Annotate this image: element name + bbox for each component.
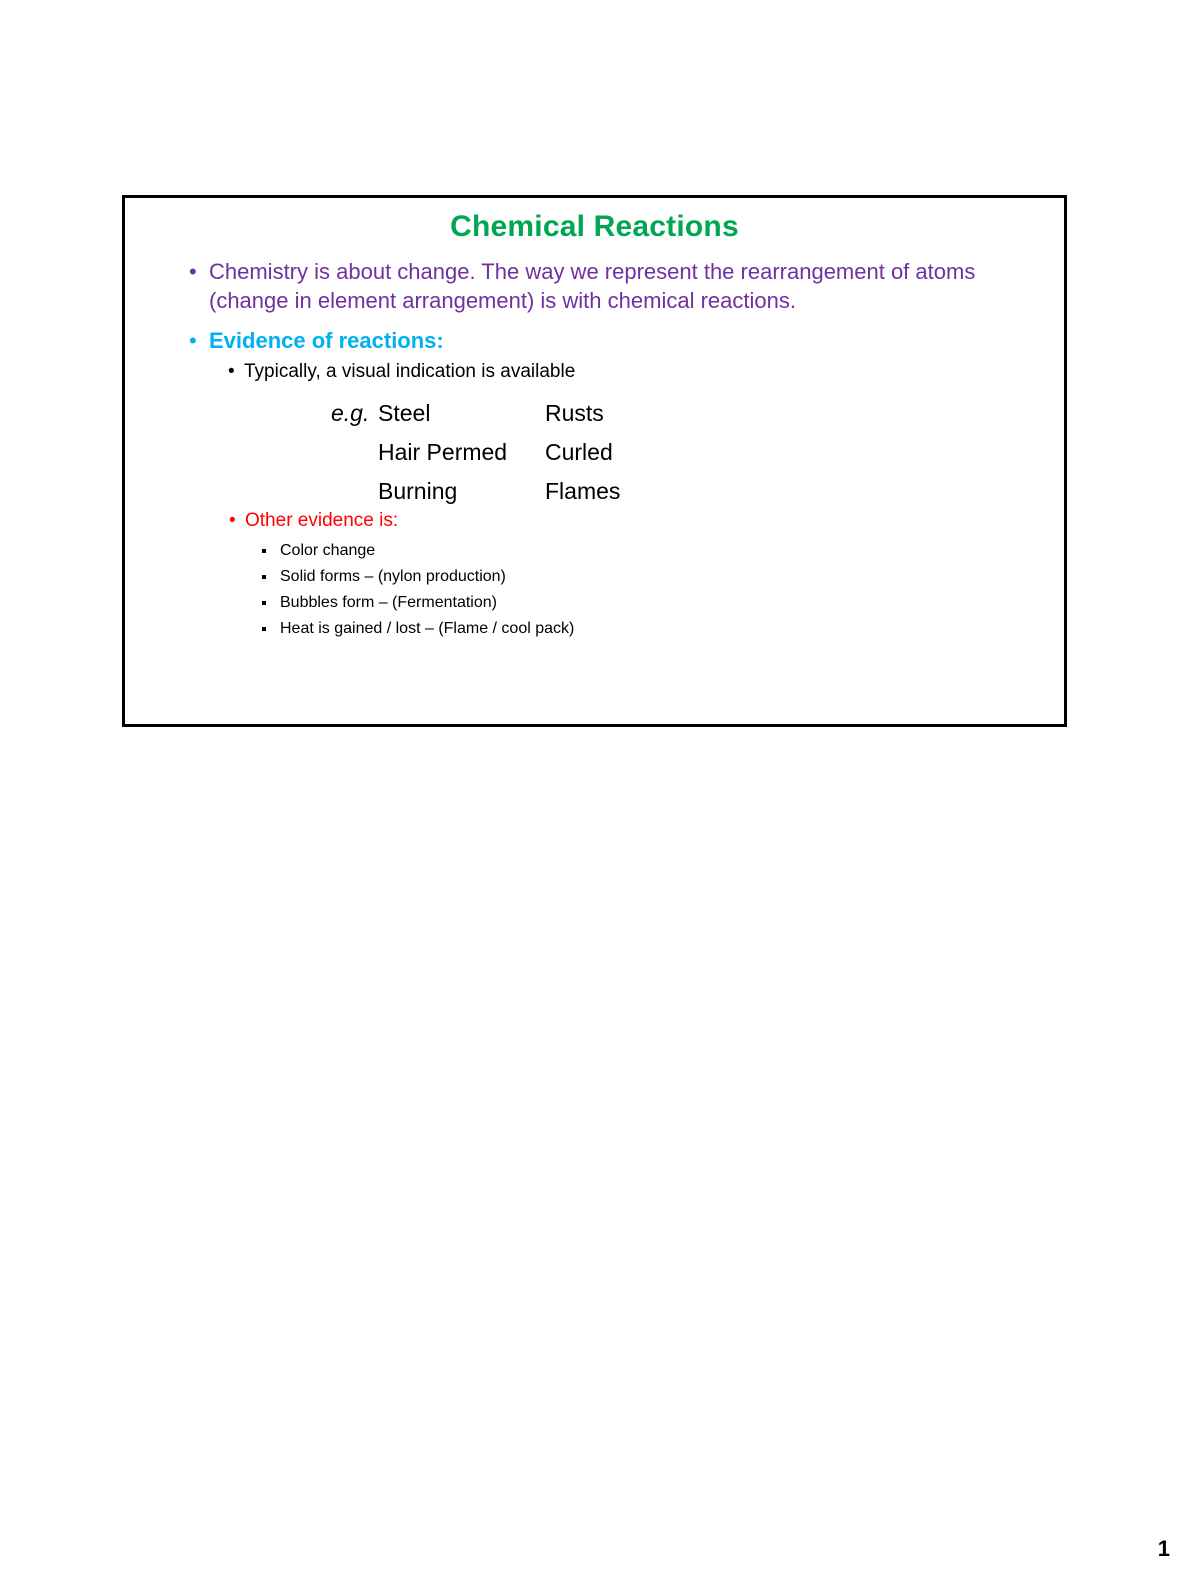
bullet-text: Typically, a visual indication is available [244,361,576,382]
bullet-visual-indication [228,359,576,385]
bullet-dot: • [189,328,197,353]
bullet-chemistry-change [189,257,1029,315]
bullet-other-evidence [229,508,399,534]
page-number: 1 [1157,1536,1170,1561]
example-item: Steel [378,400,431,426]
example-item: Hair Permed [378,439,508,465]
example-row [331,394,651,433]
bullet-dot: • [229,510,236,531]
list-item: Heat is gained / lost – (Flame / cool pack) [280,616,574,642]
bullet-evidence-heading [189,326,444,355]
bullet-dot: • [228,361,235,382]
square-bullet-icon [262,627,266,631]
example-item: Burning [378,478,458,504]
bullet-dot: • [189,259,197,284]
slide-title: Chemical Reactions [450,210,739,243]
example-result: Flames [545,478,621,504]
bullet-text: Other evidence is: [245,510,399,531]
square-bullet-icon [262,549,266,553]
example-row [331,472,651,511]
other-evidence-list [280,538,574,642]
bullet-text: Evidence of reactions: [209,328,444,353]
square-bullet-icon [262,575,266,579]
slide-frame [122,195,1067,727]
examples-table [331,394,651,511]
example-result: Curled [545,439,613,465]
example-row [331,433,651,472]
example-result: Rusts [545,400,604,426]
eg-label: e.g. [331,400,370,426]
list-item: Bubbles form – (Fermentation) [280,590,574,616]
list-item: Solid forms – (nylon production) [280,564,574,590]
bullet-text: Chemistry is about change. The way we represent the rearrangement of atoms (change in element arrangement) is with chemical reactions. [209,259,976,313]
square-bullet-icon [262,601,266,605]
list-item: Color change [280,538,574,564]
